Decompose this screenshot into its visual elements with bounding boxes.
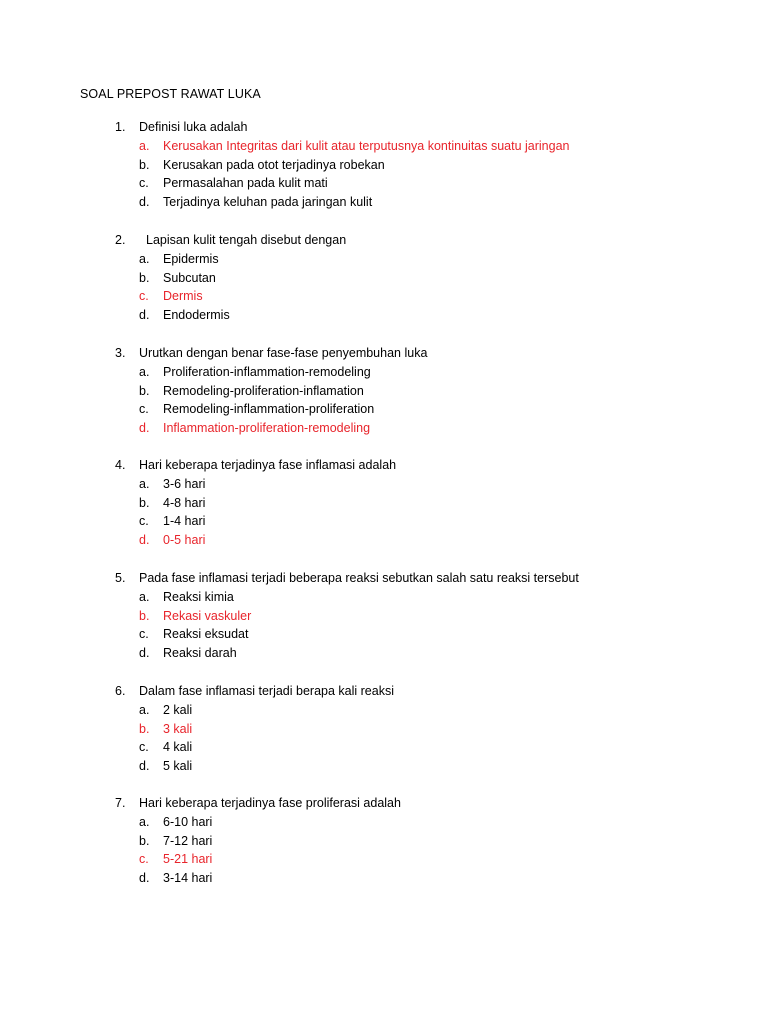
option-text: 3-14 hari (163, 871, 213, 886)
option-letter: b. (139, 495, 150, 510)
option-letter: c. (139, 627, 149, 642)
option-letter: d. (139, 759, 150, 774)
option-letter: a. (139, 702, 150, 717)
option-letter: b. (139, 270, 150, 285)
option-text: 0-5 hari (163, 533, 206, 548)
option-letter: c. (139, 852, 149, 867)
option-text: Remodeling-proliferation-inflamation (163, 383, 364, 398)
option-text: Remodeling-inflammation-proliferation (163, 402, 375, 417)
question-number: 6. (115, 684, 126, 698)
option-letter: c. (139, 176, 149, 191)
option-text: Inflammation-proliferation-remodeling (163, 421, 371, 436)
question-number: 3. (115, 346, 126, 360)
option-text: 4-8 hari (163, 495, 206, 510)
question-text: Pada fase inflamasi terjadi beberapa reaksi sebutkan salah satu reaksi tersebut (139, 571, 579, 585)
option-text: Kerusakan Integritas dari kulit atau terputusnya kontinuitas suatu jaringan (163, 138, 570, 153)
option-text: 5-21 hari (163, 852, 213, 867)
option-text: Dermis (163, 289, 203, 304)
option-letter: a. (139, 138, 150, 153)
option-letter: c. (139, 289, 149, 304)
question-number: 4. (115, 458, 126, 472)
option-text: 2 kali (163, 702, 193, 717)
option-letter: b. (139, 608, 150, 623)
option-text: Subcutan (163, 270, 216, 285)
option-text: Permasalahan pada kulit mati (163, 176, 328, 191)
option-text: 3 kali (163, 721, 193, 736)
option-letter: a. (139, 814, 150, 829)
document-title: SOAL PREPOST RAWAT LUKA (80, 87, 261, 101)
option-text: Reaksi kimia (163, 589, 234, 604)
option-letter: d. (139, 646, 150, 661)
option-letter: b. (139, 833, 150, 848)
question-text: Urutkan dengan benar fase-fase penyembuhan luka (139, 346, 428, 360)
question-number: 5. (115, 571, 126, 585)
question-number: 1. (115, 120, 126, 134)
option-letter: d. (139, 421, 150, 436)
option-text: Reaksi darah (163, 646, 237, 661)
option-letter: a. (139, 364, 150, 379)
option-letter: b. (139, 157, 150, 172)
option-letter: a. (139, 589, 150, 604)
option-letter: c. (139, 740, 149, 755)
option-text: Reaksi eksudat (163, 627, 249, 642)
question-text: Lapisan kulit tengah disebut dengan (146, 233, 347, 247)
question-text: Definisi luka adalah (139, 120, 248, 134)
question-number: 2. (115, 233, 126, 247)
option-letter: b. (139, 383, 150, 398)
question-text: Hari keberapa terjadinya fase proliferasi adalah (139, 796, 401, 810)
question-text: Hari keberapa terjadinya fase inflamasi adalah (139, 458, 397, 472)
question-number: 7. (115, 796, 126, 810)
option-text: 5 kali (163, 759, 193, 774)
option-letter: a. (139, 476, 150, 491)
option-text: Epidermis (163, 251, 219, 266)
question-text: Dalam fase inflamasi terjadi berapa kali reaksi (139, 684, 394, 698)
option-letter: c. (139, 402, 149, 417)
option-letter: d. (139, 533, 150, 548)
option-text: 4 kali (163, 740, 193, 755)
option-text: Endodermis (163, 308, 230, 323)
option-text: 1-4 hari (163, 514, 206, 529)
option-letter: b. (139, 721, 150, 736)
option-letter: a. (139, 251, 150, 266)
option-text: 3-6 hari (163, 476, 206, 491)
option-text: Proliferation-inflammation-remodeling (163, 364, 371, 379)
option-letter: c. (139, 514, 149, 529)
option-letter: d. (139, 871, 150, 886)
option-text: 7-12 hari (163, 833, 213, 848)
option-text: Kerusakan pada otot terjadinya robekan (163, 157, 385, 172)
option-letter: d. (139, 195, 150, 210)
option-text: 6-10 hari (163, 814, 213, 829)
option-text: Terjadinya keluhan pada jaringan kulit (163, 195, 373, 210)
option-letter: d. (139, 308, 150, 323)
option-text: Rekasi vaskuler (163, 608, 252, 623)
